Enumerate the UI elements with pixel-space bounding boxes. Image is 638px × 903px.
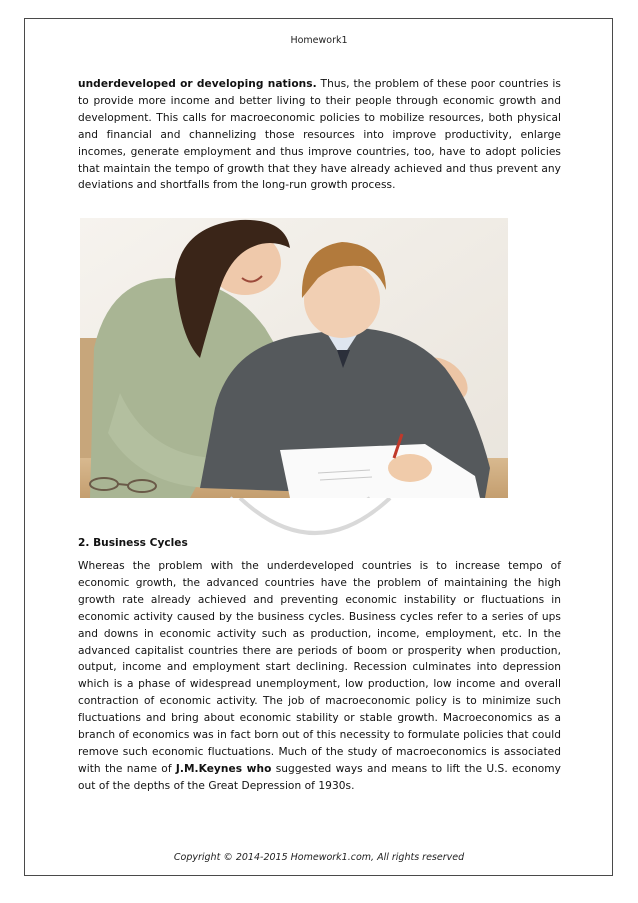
section-heading: 2. Business Cycles [78, 537, 188, 549]
page-footer: Copyright © 2014-2015 Homework1.com, All rights reserved [173, 852, 465, 863]
keynes-bold: J.M.Keynes who [175, 762, 272, 775]
watermark-arc [230, 498, 400, 548]
intro-paragraph [78, 76, 561, 194]
section-text-before: Whereas the problem with the underdeveloped countries is to increase tempo of economic growth, the advanced countries have the problem of maintaining the high growth rate already achieved and preventing economic instability or fluctuations in economic activity caused by the business cycles. Business cycles refer to a series of ups and downs in economic activity such as production, income, employment, etc. In the advanced capitalist countries there are periods of boom or prosperity when production, output, income and employment start declining. Recession culminates into depression which is a phase of widespread unemployment, low production, low income and overall contraction of economic activity. The job of macroeconomic policy is to minimize such fluctuations and bring about economic stability or stable growth. Macroeconomics as a branch of economics was in fact born out of this necessity to formulate policies that could remove such economic fluctuations. Much of the study of macroeconomics is associated with the name of [78, 560, 561, 775]
intro-bold-lead: underdeveloped or developing nations. [78, 78, 317, 90]
tutoring-photo [80, 218, 508, 498]
section-text-after: suggested ways and means to lift the U.S. economy out of the depths of the Great Depression of 1930s. [78, 762, 561, 792]
intro-text: Thus, the problem of these poor countries is to provide more income and better living to their people through economic growth and development. This calls for macroeconomic policies to mobilize resources, both physical and financial and channelizing those resources into improve productivity, enlarge incomes, generate employment and thus improve countries, too, have to adopt policies that maintain the tempo of growth that they have already achieved and thus prevent any deviations and shortfalls from the long-run growth process. [78, 78, 561, 192]
section-paragraph [78, 558, 561, 795]
page-header: Homework1 [290, 35, 348, 46]
